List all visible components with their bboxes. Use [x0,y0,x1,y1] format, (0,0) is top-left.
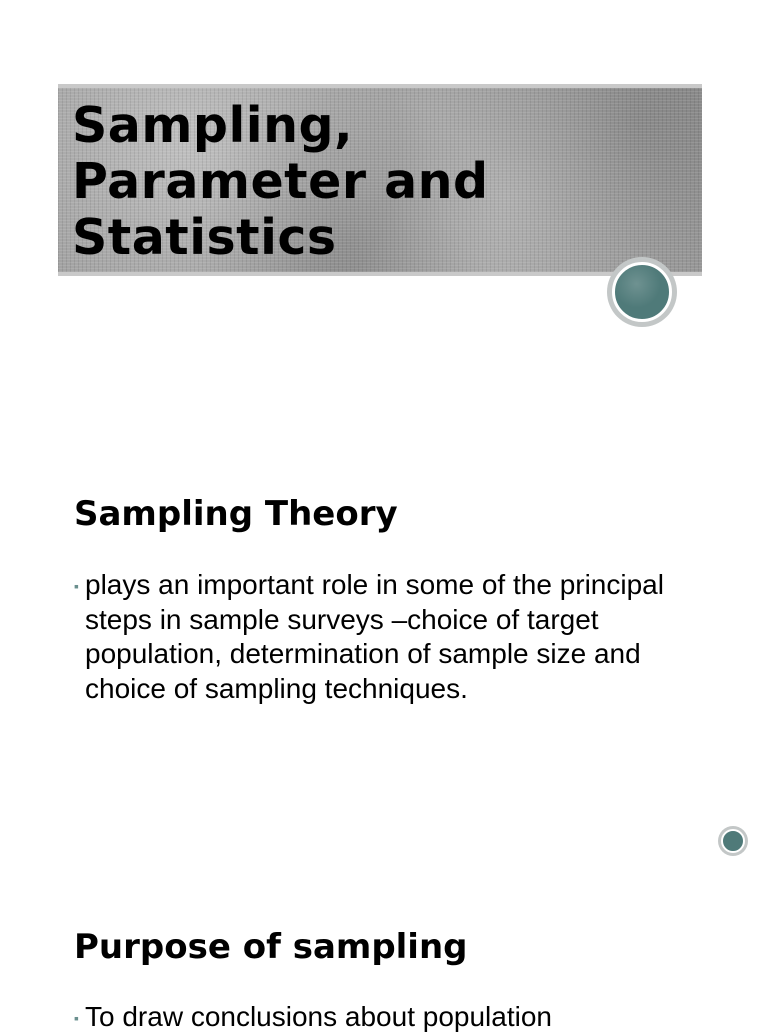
decorative-circle-inner [612,262,672,322]
bullet-square-icon: ▪ [74,1010,79,1026]
decorative-circle-icon [607,257,677,327]
slide-title-text: Sampling, Parameter and Statistics [72,97,489,266]
sampling-theory-bullet [74,568,694,706]
decorative-small-circle-icon [718,826,748,856]
bullet-square-icon: ▪ [74,578,79,594]
decorative-small-circle-inner [721,829,745,853]
purpose-of-sampling-bullet-text: To draw conclusions about population [85,1001,552,1032]
purpose-of-sampling-heading: Purpose of sampling [74,927,468,967]
purpose-of-sampling-bullet [74,1000,694,1035]
sampling-theory-heading: Sampling Theory [74,494,398,534]
sampling-theory-bullet-text: plays an important role in some of the principal steps in sample surveys –choice of target population, determination of sample size and choice of sampling techniques. [85,569,664,704]
